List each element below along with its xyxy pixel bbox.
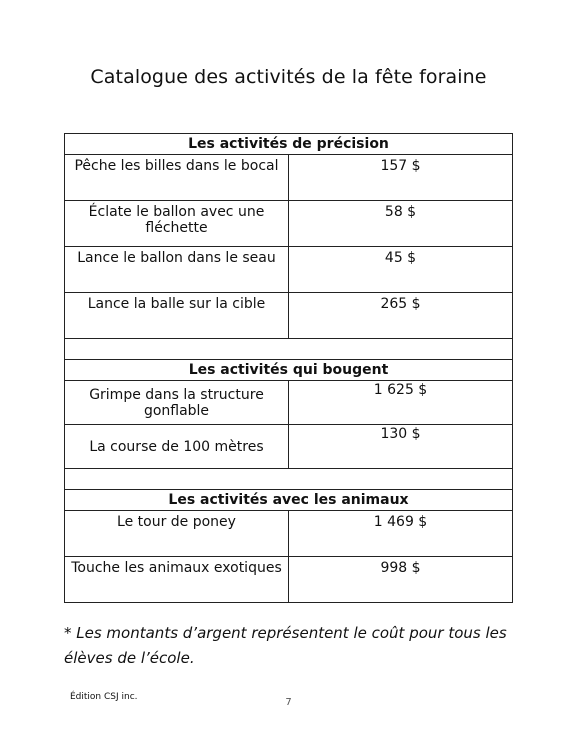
spacer-row xyxy=(65,339,513,360)
activity-name: Pêche les billes dans le bocal xyxy=(65,155,289,201)
section-header-movement xyxy=(65,360,513,381)
table-row xyxy=(65,247,513,293)
section-header-precision xyxy=(65,134,513,155)
page-title: Catalogue des activités de la fête foraine xyxy=(90,66,487,88)
activity-price: 45 $ xyxy=(289,247,513,293)
section-header-animals xyxy=(65,490,513,511)
activity-name: Lance le ballon dans le seau xyxy=(65,247,289,293)
spacer-row xyxy=(65,469,513,490)
activity-name: Grimpe dans la structure gonflable xyxy=(65,381,289,425)
table-row xyxy=(65,155,513,201)
activity-price: 1 469 $ xyxy=(289,511,513,557)
activity-name: Éclate le ballon avec une fléchette xyxy=(65,201,289,247)
activity-name: La course de 100 mètres xyxy=(65,425,289,469)
activity-price: 130 $ xyxy=(289,425,513,469)
activity-price: 58 $ xyxy=(289,201,513,247)
price-footnote: * Les montants d’argent représentent le coût pour tous les élèves de l’école. xyxy=(64,624,507,667)
activity-price: 265 $ xyxy=(289,293,513,339)
activity-name: Lance la balle sur la cible xyxy=(65,293,289,339)
activity-price: 157 $ xyxy=(289,155,513,201)
section-header-label: Les activités avec les animaux xyxy=(65,490,513,511)
table-row xyxy=(65,425,513,469)
page-number: 7 xyxy=(285,697,292,708)
table-row xyxy=(65,293,513,339)
spacer-cell xyxy=(65,339,513,360)
activity-price: 1 625 $ xyxy=(289,381,513,425)
spacer-cell xyxy=(65,469,513,490)
table-row xyxy=(65,557,513,603)
activities-table xyxy=(64,133,513,603)
table-row xyxy=(65,511,513,557)
activity-name: Le tour de poney xyxy=(65,511,289,557)
section-header-label: Les activités de précision xyxy=(65,134,513,155)
table-row xyxy=(65,381,513,425)
activity-price: 998 $ xyxy=(289,557,513,603)
table-row xyxy=(65,201,513,247)
section-header-label: Les activités qui bougent xyxy=(65,360,513,381)
publisher-credit: Édition CSJ inc. xyxy=(70,692,138,702)
activity-name: Touche les animaux exotiques xyxy=(65,557,289,603)
